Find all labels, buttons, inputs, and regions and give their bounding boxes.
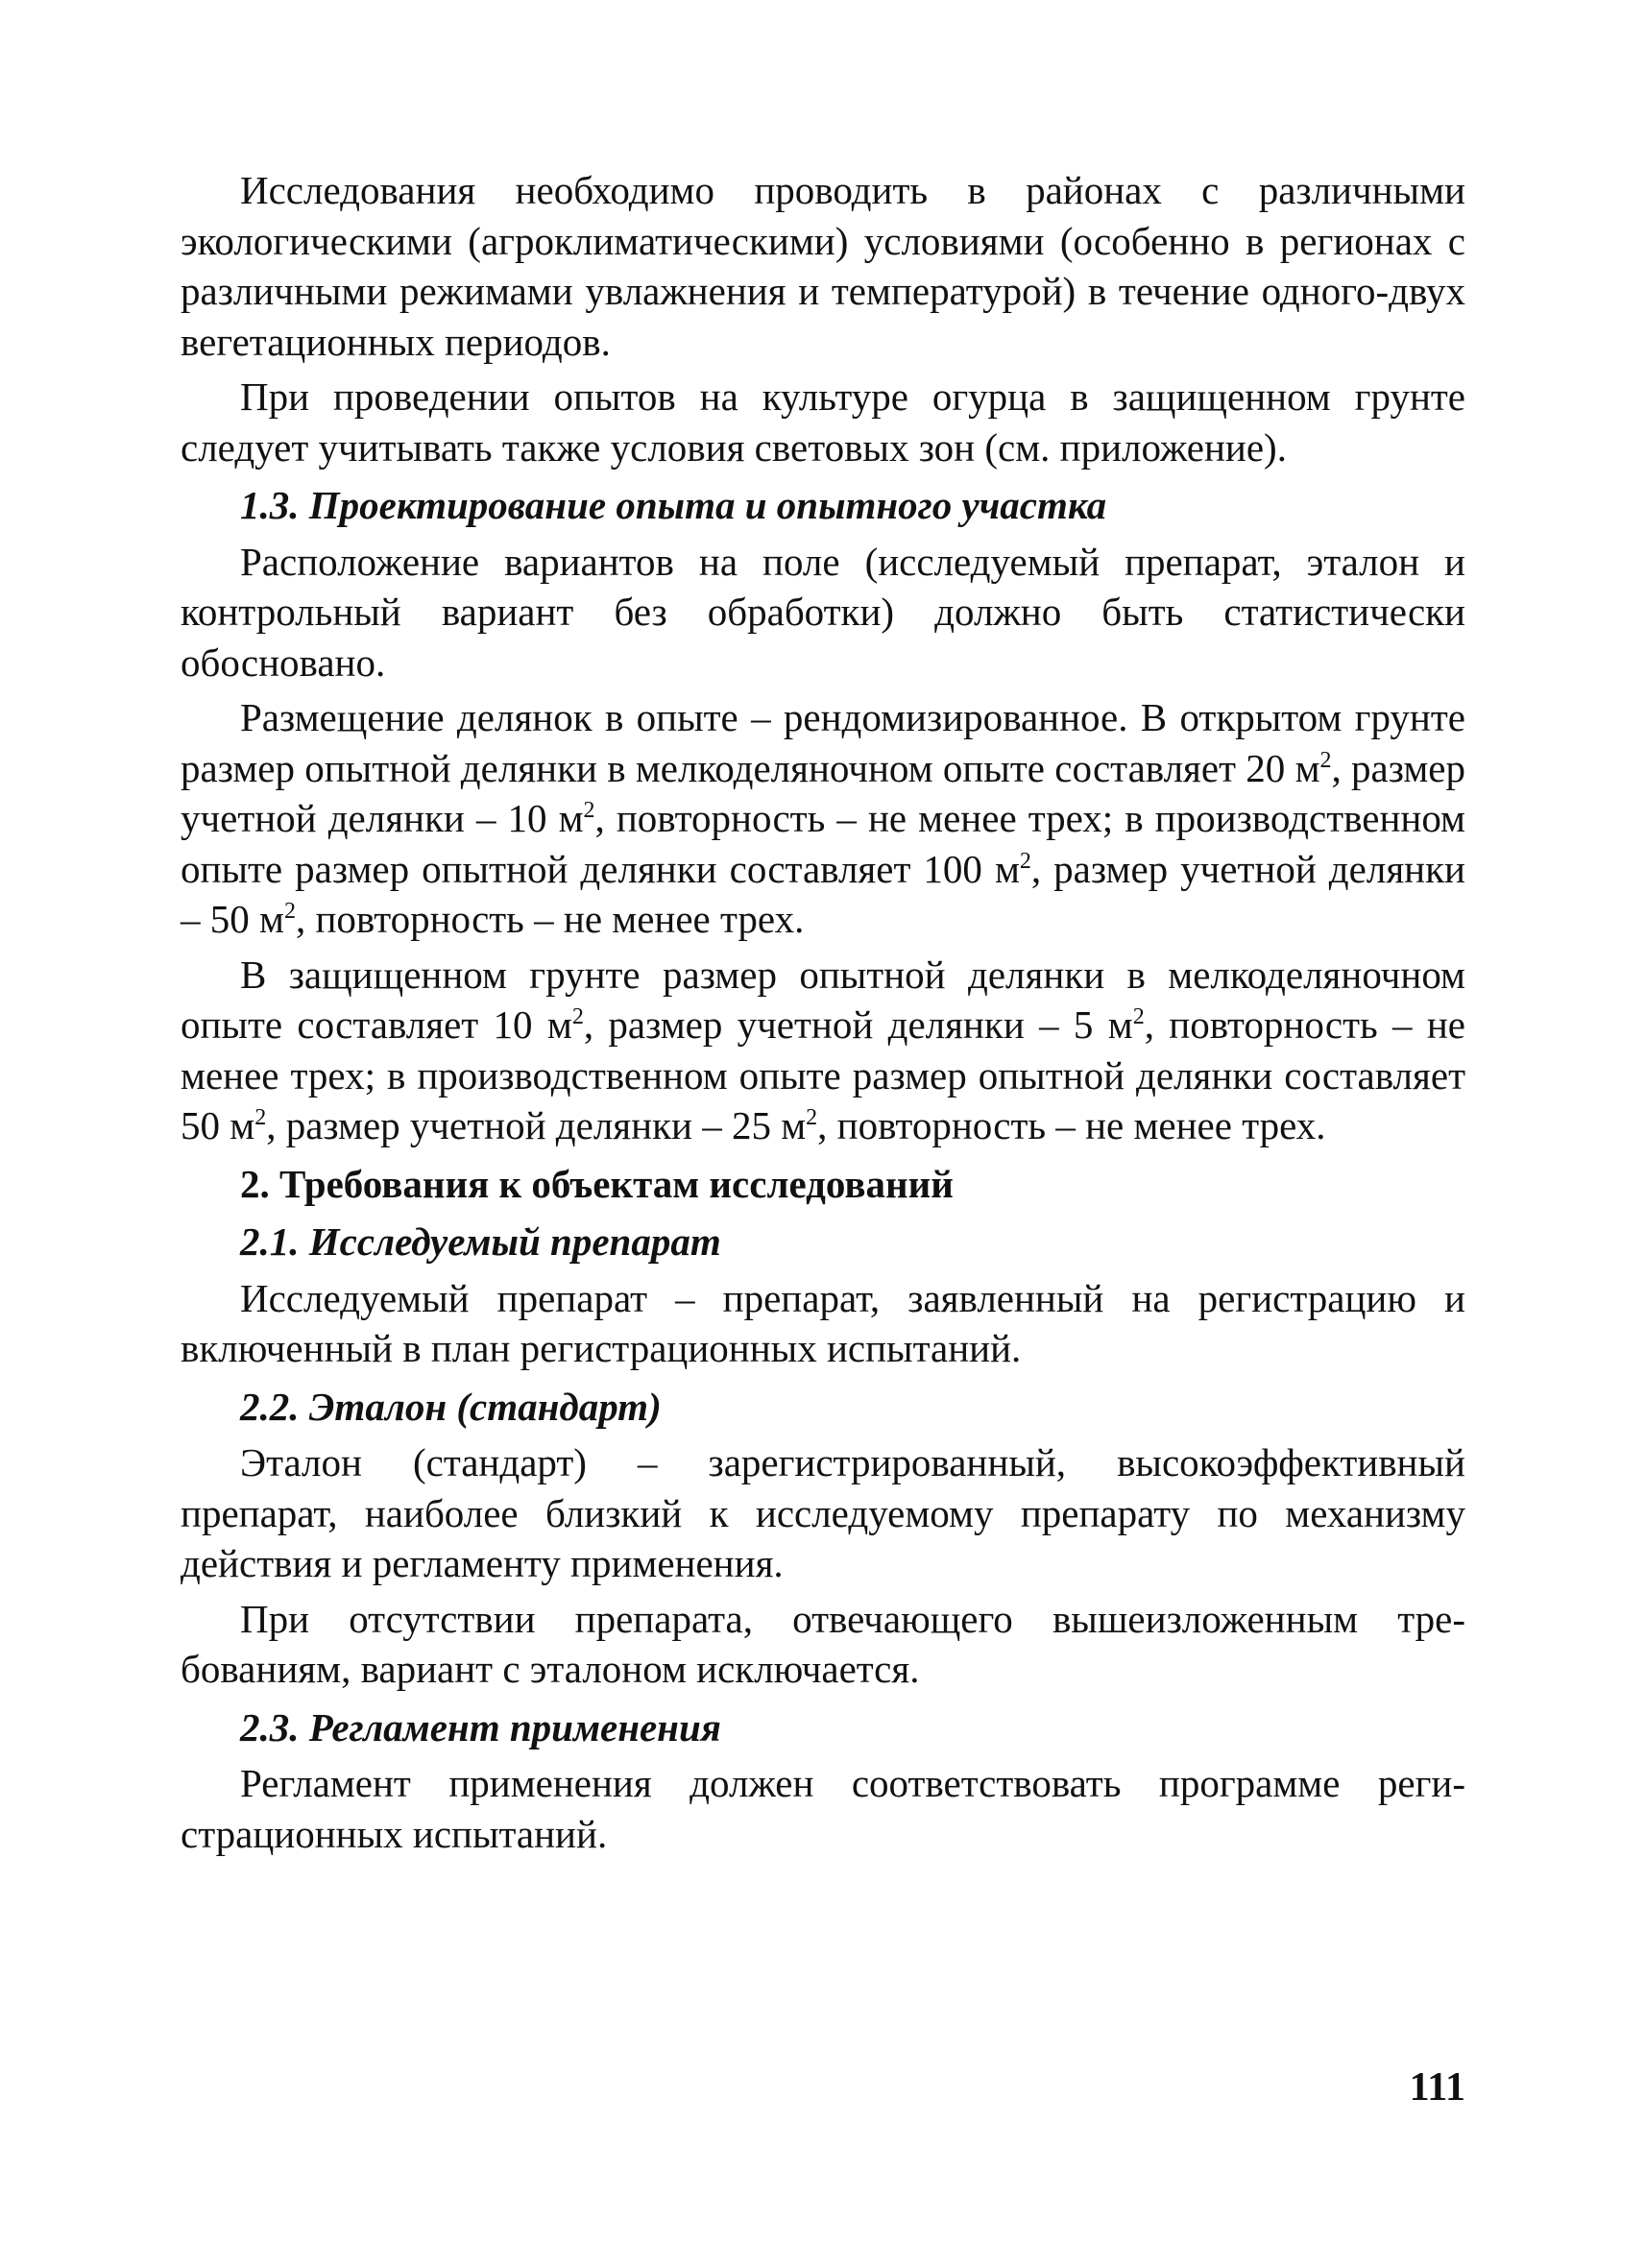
paragraph-cucumber-light-zones: При проведении опытов на культуре огурца в защищенном грунте следует учитывать также условия световых зон (см. приложение). xyxy=(181,374,1465,470)
paragraph-open-ground-plots xyxy=(181,692,1465,945)
superscript: 2 xyxy=(1019,848,1031,874)
superscript: 2 xyxy=(254,1105,267,1130)
text-segment: Размещение делянок в опыте – рендомизированное. В открытом грунте размер опытной делянки в мелкоделяночном опыте составляет 20 м xyxy=(181,695,1465,790)
text-segment: , повторность – не менее трех. xyxy=(295,897,805,941)
paragraph-standard-definition: Эталон (стандарт) – зарегистрированный, высокоэффективный препарат, наиболее близкий к исследуемому препарату по механизму действия и регламенту применения. xyxy=(181,1440,1465,1585)
superscript: 2 xyxy=(283,899,296,924)
text-segment: , повторность – не менее трех; в производственном опыте размер опытной делянки составляет 50 м xyxy=(181,1002,1465,1147)
text-segment: , размер учетной делянки – 25 м xyxy=(266,1103,807,1147)
heading-2-3: 2.3. Регламент применения xyxy=(240,1704,721,1749)
superscript: 2 xyxy=(1319,747,1332,773)
heading-2-2: 2.2. Эталон (стандарт) xyxy=(240,1384,662,1429)
paragraph-application-regulations: Регламент применения должен соответствовать программе регистрационных испытаний. xyxy=(181,1761,1465,1856)
page-number: 111 xyxy=(1409,2065,1465,2110)
paragraph-standard-exclusion: При отсутствии препарата, отвечающего вышеизложенным требованиям, вариант с эталоном исключается. xyxy=(181,1596,1465,1691)
text-segment: , повторность – не менее трех. xyxy=(817,1103,1326,1147)
text-segment: В защищенном грунте размер опытной делянки в мелкоделяночном опыте составляет 10 м xyxy=(181,952,1465,1047)
heading-2-1: 2.1. Исследуемый препарат xyxy=(240,1219,721,1264)
text-segment: , размер учетной делянки – 10 м xyxy=(181,745,1465,840)
page-content xyxy=(181,165,1465,1859)
superscript: 2 xyxy=(583,798,595,823)
superscript: 2 xyxy=(571,1004,584,1029)
superscript: 2 xyxy=(1132,1004,1145,1029)
text-segment: , повторность – не менее трех; в производственном опыте размер опытной делянки составляет 100 м xyxy=(181,796,1465,891)
paragraph-test-preparation: Исследуемый препарат – препарат, заявленный на регистрацию и включенный в план регистрационных испытаний. xyxy=(181,1275,1465,1370)
heading-1-3: 1.3. Проектирование опыта и опытного участка xyxy=(240,483,1107,527)
paragraph-variant-placement: Расположение вариантов на поле (исследуемый препарат, эталон и контрольный вариант без обработки) должно быть статистически обосновано. xyxy=(181,539,1465,685)
paragraph-research-regions: Исследования необходимо проводить в районах с различными экологическими (агроклиматическими) условиями (особенно в регионах с различными режимами увлажнения и температурой) в течение одного-двух вегетационных периодов. xyxy=(181,168,1465,364)
superscript: 2 xyxy=(806,1105,818,1130)
heading-2: 2. Требования к объектам исследований xyxy=(240,1161,954,1206)
paragraph-protected-ground-plots xyxy=(181,950,1465,1151)
text-segment: , размер учетной делянки – 50 м xyxy=(181,846,1465,941)
text-segment: , размер учетной делянки – 5 м xyxy=(583,1002,1133,1047)
